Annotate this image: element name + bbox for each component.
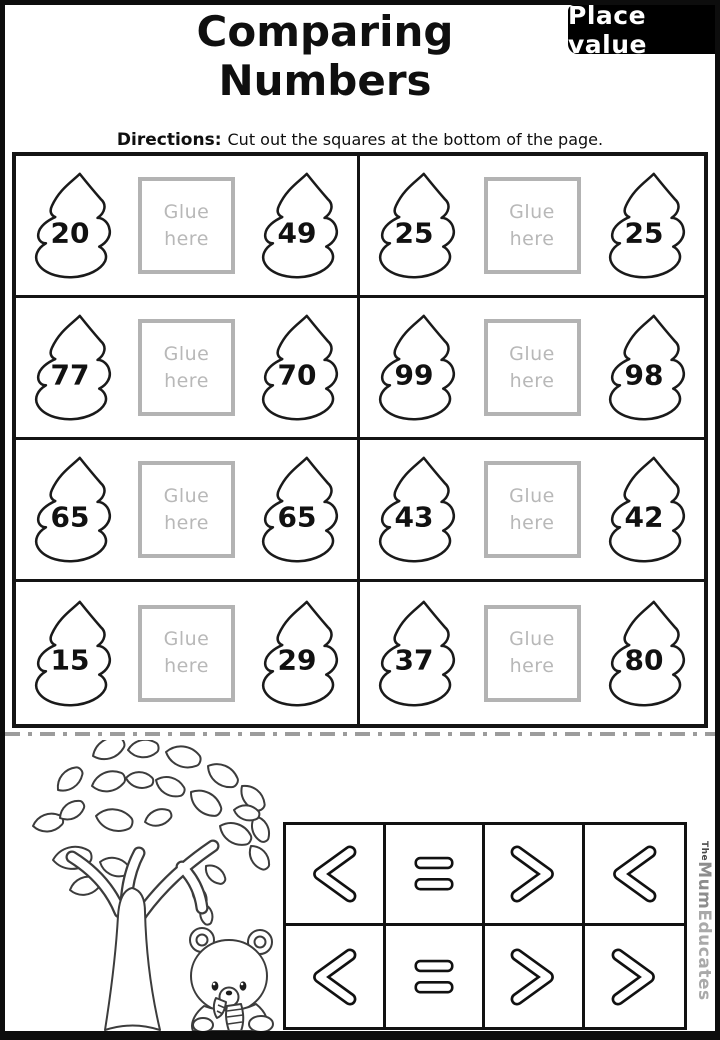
leaf-number: 37	[394, 643, 434, 677]
glue-here-box[interactable]	[138, 461, 235, 558]
page-title: Comparing Numbers	[196, 7, 454, 105]
leaf-number: 25	[624, 216, 664, 250]
number-leaf	[373, 594, 461, 713]
glue-box-label: here	[164, 511, 209, 534]
number-leaf	[603, 594, 691, 713]
less-than-icon	[296, 939, 372, 1015]
leaf-number: 98	[624, 358, 664, 392]
problem-cell	[360, 440, 704, 582]
glue-here-box[interactable]	[484, 177, 581, 274]
glue-box-label: Glue	[509, 628, 555, 650]
glue-box-label: here	[164, 227, 209, 250]
greater-than-icon	[495, 939, 571, 1015]
symbol-card[interactable]	[286, 926, 386, 1027]
header	[5, 0, 715, 105]
glue-box-label: Glue	[509, 484, 555, 507]
problem-cell	[360, 156, 704, 298]
brand-prefix: The	[699, 841, 709, 862]
glue-box-label: Glue	[163, 628, 210, 650]
leaf-number: 29	[277, 643, 317, 677]
glue-here-box[interactable]	[484, 319, 581, 416]
directions-line-1	[5, 129, 715, 152]
equals-icon	[396, 939, 472, 1015]
glue-here-box[interactable]	[484, 461, 581, 558]
glue-box-label: Glue	[163, 484, 210, 507]
number-leaf	[603, 308, 691, 427]
glue-here-box[interactable]	[138, 605, 235, 702]
number-leaf	[603, 166, 691, 285]
problem-cell	[360, 582, 704, 724]
brand-word-1: Mum	[694, 861, 714, 910]
number-leaf	[29, 166, 117, 285]
number-leaf	[256, 166, 344, 285]
glue-box-label: here	[509, 511, 555, 534]
symbol-card[interactable]	[386, 825, 486, 926]
problem-cell	[360, 298, 704, 440]
symbol-card[interactable]	[585, 825, 685, 926]
dashed-cut-line	[5, 732, 715, 736]
brand-watermark	[694, 841, 714, 1001]
glue-box-label: Glue	[163, 200, 210, 223]
number-leaf	[256, 308, 344, 427]
number-leaf	[256, 450, 344, 569]
symbol-cards-grid	[283, 822, 687, 1030]
glue-box-label: Glue	[509, 342, 555, 365]
leaf-number: 15	[50, 643, 90, 677]
leaf-number: 99	[394, 358, 434, 392]
number-leaf	[29, 308, 117, 427]
glue-here-box[interactable]	[138, 319, 235, 416]
number-leaf	[373, 308, 461, 427]
leaf-number: 42	[624, 500, 664, 534]
glue-here-box[interactable]	[138, 177, 235, 274]
number-leaf	[29, 594, 117, 713]
problem-cell	[16, 156, 360, 298]
number-leaf	[373, 450, 461, 569]
brand-word-2: Educates	[694, 909, 714, 1001]
glue-box-label: Glue	[163, 342, 210, 365]
problem-cell	[16, 440, 360, 582]
leaf-number: 65	[50, 500, 90, 534]
symbol-card[interactable]	[585, 926, 685, 1027]
number-leaf	[29, 450, 117, 569]
glue-here-box[interactable]	[484, 605, 581, 702]
symbol-card[interactable]	[286, 825, 386, 926]
leaf-number: 49	[277, 216, 317, 250]
leaf-number: 20	[50, 216, 90, 250]
glue-box-label: here	[509, 369, 555, 392]
glue-box-label: here	[509, 227, 555, 250]
problem-cell	[16, 582, 360, 724]
glue-box-label: here	[509, 655, 555, 677]
number-leaf	[373, 166, 461, 285]
leaf-number: 43	[394, 500, 434, 534]
number-leaf	[256, 594, 344, 713]
glue-box-label: Glue	[509, 200, 555, 223]
symbol-card[interactable]	[386, 926, 486, 1027]
glue-box-label: here	[164, 369, 209, 392]
leaf-number: 65	[277, 500, 317, 534]
equals-icon	[396, 836, 472, 912]
directions-text-1: Cut out the squares at the bottom of the page.	[227, 130, 604, 149]
leaf-number: 70	[277, 358, 317, 392]
place-value-badge: Place value	[568, 5, 720, 54]
problems-grid	[12, 152, 708, 728]
leaf-number: 80	[624, 643, 664, 677]
tree-bear-illustration	[8, 740, 308, 1032]
number-leaf	[603, 450, 691, 569]
less-than-icon	[596, 836, 672, 912]
symbol-card[interactable]	[485, 825, 585, 926]
leaf-number: 25	[394, 216, 434, 250]
glue-box-label: here	[164, 655, 209, 677]
symbol-card[interactable]	[485, 926, 585, 1027]
problem-cell	[16, 298, 360, 440]
greater-than-icon	[495, 836, 571, 912]
less-than-icon	[296, 836, 372, 912]
greater-than-icon	[596, 939, 672, 1015]
teddy-bear-icon	[190, 928, 273, 1032]
directions-label: Directions:	[116, 130, 222, 150]
leaf-number: 77	[50, 358, 90, 392]
